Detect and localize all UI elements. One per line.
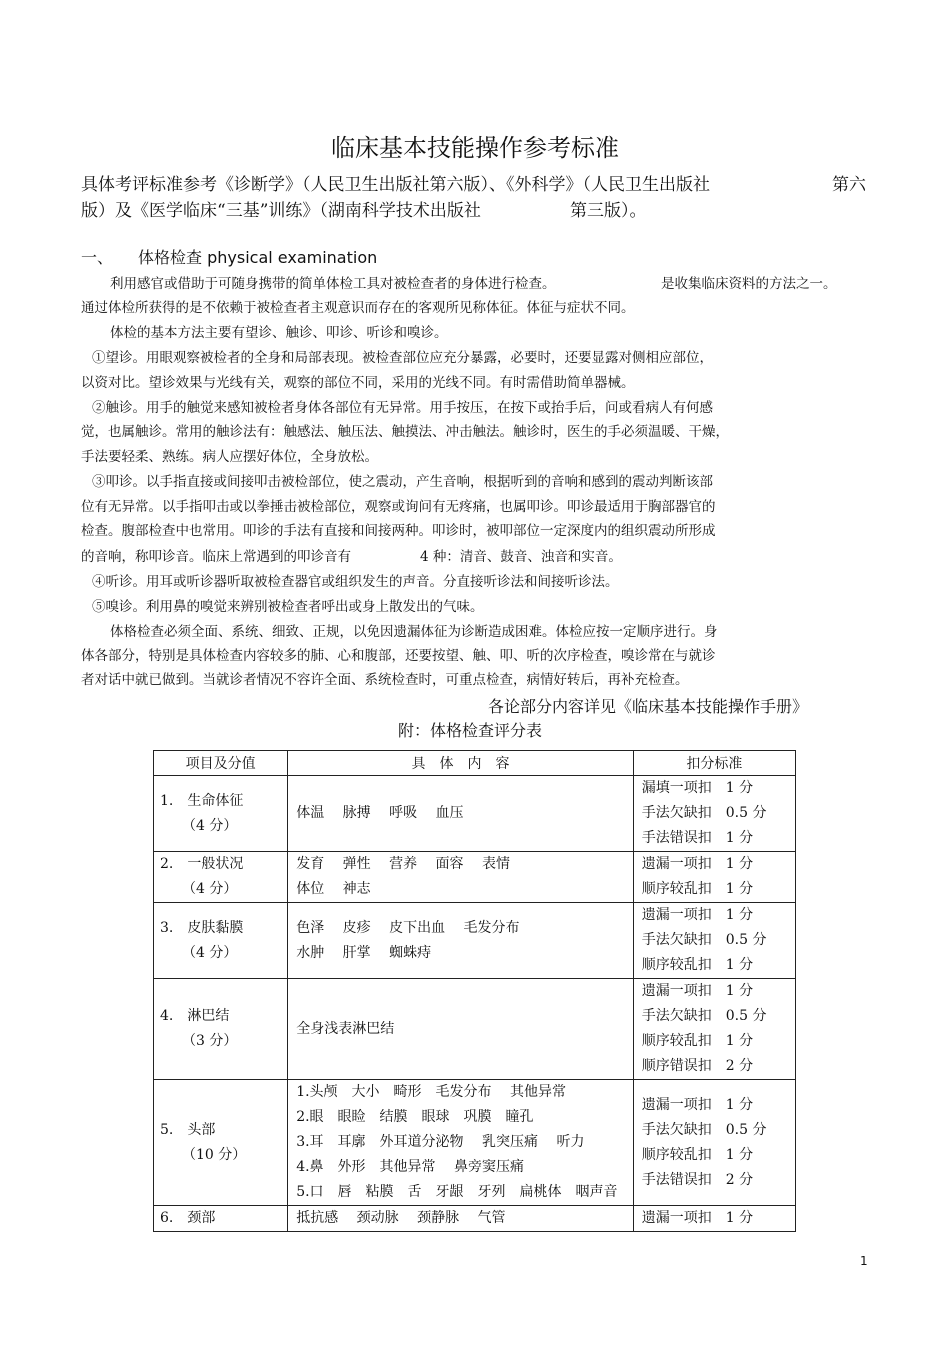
deduction-line: 手法欠缺扣 0.5 分: [641, 932, 767, 948]
content-line: 体位 神志: [296, 881, 371, 897]
item-cell: [154, 979, 288, 1080]
section-title-en: physical examination: [207, 248, 378, 267]
deduction-line: 漏填一项扣 1 分: [641, 780, 754, 796]
content-line: 色泽 皮疹 皮下出血 毛发分布: [296, 919, 520, 936]
intro-line-1: 具体考评标准参考《诊断学》（人民卫生出版社第六版）、《外科学》（人民卫生出版社: [81, 175, 710, 195]
content-line: 全身浅表淋巴结: [296, 1020, 395, 1037]
paragraph-line: 体格检查必须全面、系统、细致、正规，以免因遗漏体征为诊断造成困难。体检应按一定顺序进行。身: [110, 624, 718, 640]
section-number: 一、: [81, 248, 114, 267]
item-score: （3 分）: [182, 1033, 238, 1049]
content-line: 5.口 唇 粘膜 舌 牙龈 牙列 扁桃体 咽声音: [296, 1184, 618, 1200]
content-line: 抵抗感 颈动脉 颈静脉 气管: [296, 1210, 506, 1226]
appendix-title: 附：体格检查评分表: [397, 721, 542, 740]
deduction-line: 遗漏一项扣 1 分: [641, 1096, 754, 1113]
deduction-cell: [633, 852, 795, 903]
content-line: 2.眼 眼睑 结膜 眼球 巩膜 瞳孔: [296, 1109, 534, 1125]
paragraph-line: ①望诊。用眼观察被检者的全身和局部表现。被检查部位应充分暴露，必要时，还要显露对侧相应部位，: [92, 350, 713, 366]
deduction-line: 顺序较乱扣 1 分: [641, 1033, 754, 1049]
item-name: 6. 颈部: [160, 1210, 216, 1226]
paragraph-line: ⑤嗅诊。利用鼻的嗅觉来辨别被检查者呼出或身上散发出的气味。: [92, 599, 484, 615]
paragraph-line: 手法要轻柔、熟练。病人应摆好体位，全身放松。: [81, 449, 378, 465]
header-deduction: 扣分标准: [633, 751, 795, 776]
deduction-cell: [633, 903, 795, 979]
paragraph-line: 利用感官或借助于可随身携带的简单体检工具对被检查者的身体进行检查。: [110, 276, 556, 292]
section-title-cn: 体格检查: [138, 248, 203, 267]
content-cell: [288, 1206, 634, 1232]
paragraph-line: 通过体检所获得的是不依赖于被检查者主观意识而存在的客观所见称体征。体征与症状不同。: [81, 300, 635, 316]
deduction-line: 手法欠缺扣 0.5 分: [641, 1008, 767, 1024]
page-number: 1: [860, 1254, 868, 1268]
deduction-cell: [633, 776, 795, 852]
header-item: 项目及分值: [154, 751, 288, 776]
paragraph-line: 位有无异常。以手指叩击或以拳捶击被检部位，观察或询问有无疼痛，也属叩诊。叩诊最适用于胸部器官的: [81, 499, 716, 515]
header-content: 具 体 内 容: [288, 751, 634, 776]
paragraph-line-end: 4 种：清音、鼓音、浊音和实音。: [420, 549, 622, 565]
content-line: 发育 弹性 营养 面容 表情: [296, 856, 511, 872]
table-row: [154, 979, 796, 1080]
content-line: 体温 脉搏 呼吸 血压: [296, 805, 464, 821]
item-cell: [154, 852, 288, 903]
paragraph-line: 的音响，称叩诊音。临床上常遇到的叩诊音有: [81, 549, 351, 565]
item-cell: [154, 903, 288, 979]
deduction-line: 手法欠缺扣 0.5 分: [641, 805, 767, 821]
item-cell: [154, 1080, 288, 1206]
content-cell: [288, 1080, 634, 1206]
item-score: （10 分）: [182, 1146, 247, 1163]
item-cell: [154, 776, 288, 852]
paragraph-line: 检查。腹部检查中也常用。叩诊的手法有直接和间接两种。叩诊时，被叩部位一定深度内的组织震动所形成: [81, 523, 716, 539]
score-table: [153, 750, 796, 1232]
item-name: 3. 皮肤黏膜: [160, 919, 244, 936]
content-cell: [288, 979, 634, 1080]
deduction-line: 顺序较乱扣 1 分: [641, 1146, 754, 1163]
deduction-line: 手法欠缺扣 0.5 分: [641, 1121, 767, 1138]
deduction-line: 遗漏一项扣 1 分: [641, 907, 754, 923]
paragraph-line: 者对话中就已做到。当就诊者情况不容许全面、系统检查时，可重点检查，病情好转后，再补充检查。: [81, 672, 689, 688]
table-row: [154, 852, 796, 903]
deduction-line: 手法错误扣 2 分: [641, 1171, 754, 1188]
table-row: [154, 776, 796, 852]
paragraph-line: 体各部分，特别是具体检查内容较多的肺、心和腹部，还要按望、触、叩、听的次序检查，嗅诊常在与就诊: [81, 648, 716, 664]
item-score: （4 分）: [182, 944, 238, 961]
deduction-line: 手法错误扣 1 分: [641, 830, 754, 846]
item-score: （4 分）: [182, 881, 238, 897]
deduction-line: 顺序错误扣 2 分: [641, 1058, 754, 1074]
item-cell: [154, 1206, 288, 1232]
paragraph-line: 体检的基本方法主要有望诊、触诊、叩诊、听诊和嗅诊。: [110, 325, 448, 341]
page-title: 临床基本技能操作参考标准: [331, 134, 619, 162]
paragraph-line: ②触诊。用手的触觉来感知被检者身体各部位有无异常。用手按压，在按下或抬手后，问或看病人有何感: [92, 400, 713, 416]
deduction-line: 遗漏一项扣 1 分: [641, 856, 754, 872]
paragraph-line: ③叩诊。以手指直接或间接叩击被检部位，使之震动，产生音响，根据听到的音响和感到的震动判断该部: [92, 474, 713, 490]
content-cell: [288, 776, 634, 852]
deduction-line: 遗漏一项扣 1 分: [641, 983, 754, 999]
content-cell: [288, 852, 634, 903]
paragraph-line: 以资对比。望诊效果与光线有关，观察的部位不同，采用的光线不同。有时需借助简单器械。: [81, 375, 635, 391]
deduction-line: 遗漏一项扣 1 分: [641, 1210, 754, 1226]
table-header-row: [154, 751, 796, 776]
table-row: [154, 1080, 796, 1206]
paragraph-line: 觉，也属触诊。常用的触诊法有：触感法、触压法、触摸法、冲击触法。触诊时，医生的手必须温暖、干燥，: [81, 424, 729, 440]
deduction-cell: [633, 1080, 795, 1206]
intro-line-1-end: 第六: [832, 175, 866, 195]
content-line: 1.头颅 大小 畸形 毛发分布 其他异常: [296, 1084, 567, 1100]
item-name: 2. 一般状况: [160, 856, 244, 872]
deduction-line: 顺序较乱扣 1 分: [641, 881, 754, 897]
paragraph-line-end: 是收集临床资料的方法之一。: [661, 276, 837, 292]
content-cell: [288, 903, 634, 979]
intro-line-2: 版）及《医学临床“三基”训练》（湖南科学技术出版社: [81, 201, 481, 221]
item-name: 5. 头部: [160, 1121, 216, 1138]
item-score: （4 分）: [182, 817, 238, 834]
reference-line: 各论部分内容详见《临床基本技能操作手册》: [488, 697, 809, 716]
content-line: 水肿 肝掌 蜘蛛痔: [296, 944, 432, 961]
content-line: 3.耳 耳廓 外耳道分泌物 乳突压痛 听力: [296, 1134, 585, 1150]
deduction-line: 顺序较乱扣 1 分: [641, 957, 754, 973]
item-name: 1. 生命体征: [160, 792, 244, 809]
content-line: 4.鼻 外形 其他异常 鼻旁窦压痛: [296, 1159, 525, 1175]
table-row: [154, 903, 796, 979]
intro-line-2-end: 第三版）。: [570, 201, 647, 221]
table-row: [154, 1206, 796, 1232]
paragraph-line: ④听诊。用耳或听诊器听取被检查器官或组织发生的声音。分直接听诊法和间接听诊法。: [92, 574, 619, 590]
deduction-cell: [633, 1206, 795, 1232]
section-heading: [138, 245, 377, 268]
deduction-cell: [633, 979, 795, 1080]
item-name: 4. 淋巴结: [160, 1008, 230, 1024]
